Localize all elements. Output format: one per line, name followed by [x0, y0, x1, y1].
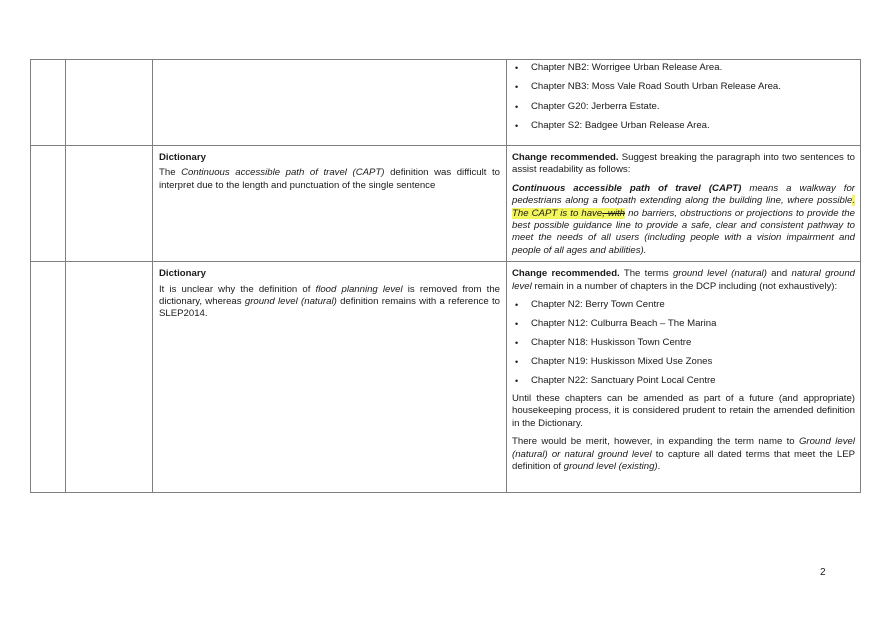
response-paragraph: There would be merit, however, in expanding the term name to Ground level (natural) or natural ground level to capture all dated terms that meet the LEP definition of ground level (existing).: [512, 436, 855, 473]
table-cell-blank: [66, 146, 153, 262]
response-text: Change recommended. The terms ground level (natural) and natural ground level remain in a number of chapters in the DCP including (not exhaustively):: [512, 268, 856, 292]
table-row: [31, 262, 861, 493]
table-cell-blank: [153, 60, 507, 146]
response-cell: [507, 262, 861, 493]
submission-table: [30, 59, 861, 493]
table-row: [31, 146, 861, 262]
definition-text: Continuous accessible path of travel (CAPT) means a walkway for pedestrians along a footpath extending along the building line, where possible. The CAPT is to have, with no barriers, obstructions or projections to provide the best possible guidance line to provide a safe, clear and consistent pathway to meet the needs of all users (including people with a vision impairment and people of all ages and abilities).: [512, 182, 855, 256]
highlighted-text: . The CAPT is to have, with: [512, 195, 855, 219]
list-item: • Chapter S2: Badgee Urban Release Area.: [512, 120, 855, 139]
comment-heading: Dictionary: [159, 268, 206, 280]
page-number: 2: [820, 567, 826, 578]
response-cell: [507, 60, 861, 146]
table-cell-blank: [31, 262, 66, 493]
table-cell-blank: [66, 262, 153, 493]
comment-text: The Continuous accessible path of travel (CAPT) definition was difficult to interpret due to the length and punctuation of the single sentence: [159, 167, 500, 191]
list-item: • Chapter N18: Huskisson Town Centre: [512, 337, 855, 356]
comment-text: It is unclear why the definition of flood planning level is removed from the dictionary, whereas ground level (natural) definition remains with a reference to SLEP2014.: [159, 283, 500, 320]
table-cell-blank: [66, 60, 153, 146]
table-cell-blank: [31, 146, 66, 262]
list-item: • Chapter N19: Huskisson Mixed Use Zones: [512, 356, 855, 375]
comment-heading: Dictionary: [159, 152, 206, 163]
response-paragraph: Until these chapters can be amended as part of a future (and appropriate) housekeeping process, it is considered prudent to retain the amended definition in the Dictionary.: [512, 393, 855, 429]
table-cell-blank: [31, 60, 66, 146]
comment-cell: [153, 146, 507, 262]
list-item: • Chapter NB3: Moss Vale Road South Urban Release Area.: [512, 81, 855, 100]
chapter-list: [512, 299, 855, 394]
list-item: • Chapter N2: Berry Town Centre: [512, 299, 855, 318]
response-text: Change recommended. Suggest breaking the paragraph into two sentences to assist readability as follows:: [512, 152, 855, 176]
chapter-list: [512, 62, 855, 140]
list-item: • Chapter G20: Jerberra Estate.: [512, 101, 855, 120]
response-cell: [507, 146, 861, 262]
list-item: • Chapter N22: Sanctuary Point Local Centre: [512, 375, 855, 394]
list-item: • Chapter N12: Culburra Beach – The Marina: [512, 318, 855, 337]
list-item: • Chapter NB2: Worrigee Urban Release Area.: [512, 62, 855, 81]
table-row: [31, 60, 861, 146]
comment-cell: [153, 262, 507, 493]
